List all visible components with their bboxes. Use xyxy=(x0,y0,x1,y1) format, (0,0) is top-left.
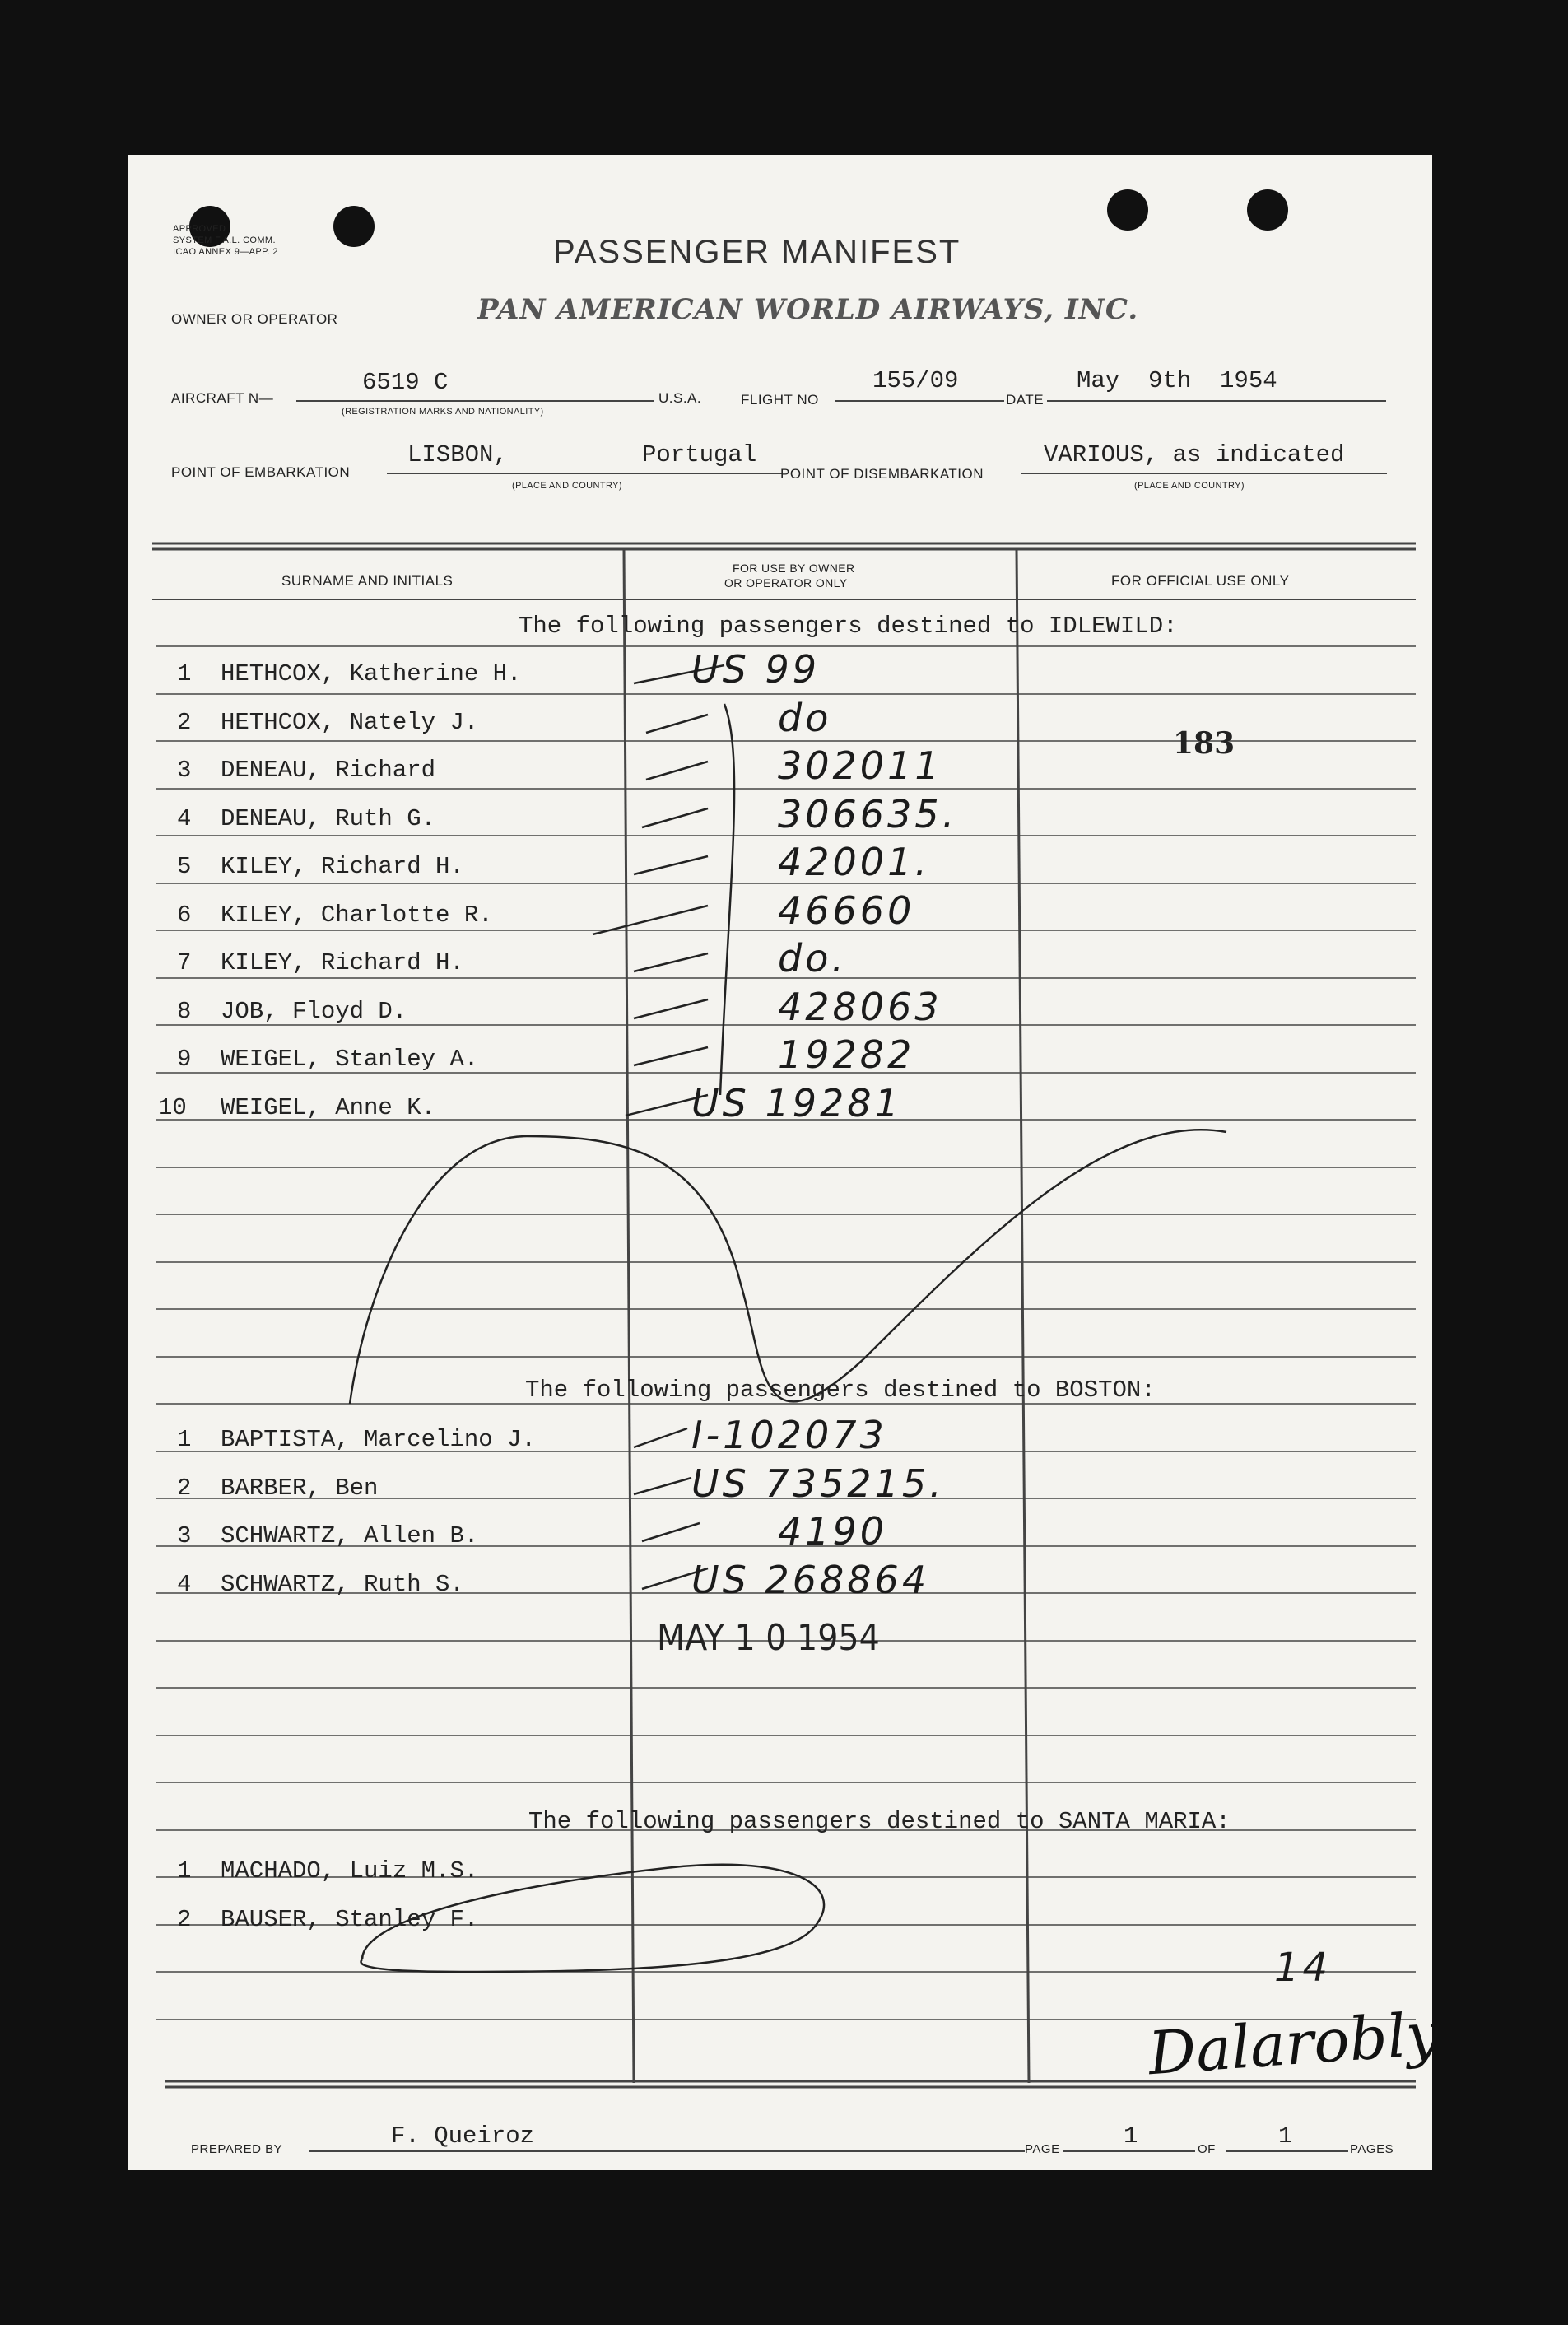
passenger-name: SCHWARTZ, Ruth S. xyxy=(221,1571,464,1598)
passenger-name: SCHWARTZ, Allen B. xyxy=(221,1522,479,1549)
passenger-name: HETHCOX, Nately J. xyxy=(221,709,479,736)
row-number: 2 xyxy=(177,1475,192,1502)
passenger-document-number: 19282 xyxy=(778,1032,915,1077)
official-note: 183 xyxy=(1173,726,1235,761)
passenger-name: BAPTISTA, Marcelino J. xyxy=(221,1426,536,1453)
disembark-value: VARIOUS, as indicated xyxy=(1044,441,1345,468)
rule-line xyxy=(1017,550,1029,2083)
of-label: OF xyxy=(1198,2142,1216,2156)
passenger-name: HETHCOX, Katherine H. xyxy=(221,660,522,687)
of-value: 1 xyxy=(1278,2122,1293,2150)
signature: Dalarobly xyxy=(1146,1998,1442,2089)
column-header-owner: FOR USE BY OWNER xyxy=(733,561,855,575)
column-header-owner: OR OPERATOR ONLY xyxy=(724,576,848,589)
row-number: 3 xyxy=(177,757,192,784)
approved-line: APPROVED xyxy=(173,224,226,234)
passenger-document-number: US 19281 xyxy=(691,1081,902,1125)
passenger-document-number: I-102073 xyxy=(691,1413,887,1457)
crossout-curve xyxy=(350,1130,1226,1404)
place-caption: (PLACE AND COUNTRY) xyxy=(1134,481,1245,491)
passenger-document-number: 42001. xyxy=(778,840,930,884)
section-heading-boston: The following passengers destined to BOSTON: xyxy=(525,1377,1156,1404)
passenger-document-number: US 735215. xyxy=(691,1461,945,1506)
passenger-name: DENEAU, Richard xyxy=(221,757,436,784)
passenger-name: KILEY, Charlotte R. xyxy=(221,902,493,929)
page-label: PAGE xyxy=(1025,2142,1060,2156)
passenger-name: JOB, Floyd D. xyxy=(221,998,407,1025)
rule-line xyxy=(624,550,634,2083)
aircraft-value: 6519 C xyxy=(362,369,449,396)
pages-label: PAGES xyxy=(1350,2142,1394,2156)
row-number: 5 xyxy=(177,853,192,880)
row-number: 3 xyxy=(177,1522,192,1549)
date-value: May 9th 1954 xyxy=(1077,367,1277,394)
row-number: 2 xyxy=(177,1906,192,1933)
passenger-document-number: 4190 xyxy=(778,1509,888,1554)
passenger-name: WEIGEL, Stanley A. xyxy=(221,1046,479,1073)
embark-country: Portugal xyxy=(642,441,757,468)
margin-note: 14 xyxy=(1274,1945,1332,1991)
date-stamp: MAY 1 0 1954 xyxy=(657,1617,880,1659)
row-number: 4 xyxy=(177,1571,192,1598)
section-heading-idlewild: The following passengers destined to IDLEWILD: xyxy=(519,613,1178,640)
owner-value: PAN AMERICAN WORLD AIRWAYS, INC. xyxy=(477,293,1139,326)
passenger-name: WEIGEL, Anne K. xyxy=(221,1094,436,1121)
row-number: 1 xyxy=(177,1857,192,1885)
disembark-label: POINT OF DISEMBARKATION xyxy=(780,466,984,482)
owner-label: OWNER OR OPERATOR xyxy=(171,311,338,327)
passenger-document-number: US 268864 xyxy=(691,1558,930,1602)
row-number: 10 xyxy=(158,1094,187,1121)
registration-caption: (REGISTRATION MARKS AND NATIONALITY) xyxy=(342,407,544,417)
of-underline xyxy=(1226,2150,1348,2152)
passenger-document-number: US 99 xyxy=(691,647,821,692)
section-heading-santa-maria: The following passengers destined to SANTA MARIA: xyxy=(528,1808,1231,1835)
passenger-name: KILEY, Richard H. xyxy=(221,949,464,976)
flight-value: 155/09 xyxy=(872,367,959,394)
flight-label: FLIGHT NO xyxy=(741,392,819,408)
row-number: 9 xyxy=(177,1046,192,1073)
passenger-name: KILEY, Richard H. xyxy=(221,853,464,880)
prepared-value: F. Queiroz xyxy=(391,2122,535,2150)
usa-label: U.S.A. xyxy=(658,390,702,406)
page-underline xyxy=(1063,2150,1195,2152)
passenger-name: BAUSER, Stanley F. xyxy=(221,1906,479,1933)
embark-label: POINT OF EMBARKATION xyxy=(171,464,351,480)
column-header-official: FOR OFFICIAL USE ONLY xyxy=(1111,573,1290,589)
passenger-document-number: do xyxy=(778,696,832,740)
passenger-document-number: 428063 xyxy=(778,985,942,1029)
approved-line: ICAO ANNEX 9—APP. 2 xyxy=(173,247,278,257)
page-value: 1 xyxy=(1124,2122,1138,2150)
passenger-document-number: do. xyxy=(778,936,847,981)
passenger-name: MACHADO, Luiz M.S. xyxy=(221,1857,479,1885)
prepared-label: PREPARED BY xyxy=(191,2142,283,2156)
passenger-document-number: 46660 xyxy=(778,888,915,933)
approved-line: SYSTEM F.A.L. COMM. xyxy=(173,235,276,245)
row-number: 6 xyxy=(177,902,192,929)
row-number: 8 xyxy=(177,998,192,1025)
row-number: 4 xyxy=(177,805,192,832)
aircraft-label: AIRCRAFT N— xyxy=(171,390,274,406)
document-title: PASSENGER MANIFEST xyxy=(553,234,961,270)
passenger-name: DENEAU, Ruth G. xyxy=(221,805,436,832)
passenger-document-number: 306635. xyxy=(778,792,958,836)
passenger-name: BARBER, Ben xyxy=(221,1475,379,1502)
date-label: DATE xyxy=(1006,392,1045,408)
row-number: 1 xyxy=(177,1426,192,1453)
passenger-document-number: 302011 xyxy=(778,743,942,788)
embark-city: LISBON, xyxy=(407,441,508,468)
place-caption: (PLACE AND COUNTRY) xyxy=(512,481,622,491)
row-number: 1 xyxy=(177,660,192,687)
prepared-underline xyxy=(309,2150,1025,2152)
row-number: 7 xyxy=(177,949,192,976)
column-header-surname: SURNAME AND INITIALS xyxy=(281,573,454,589)
row-number: 2 xyxy=(177,709,192,736)
